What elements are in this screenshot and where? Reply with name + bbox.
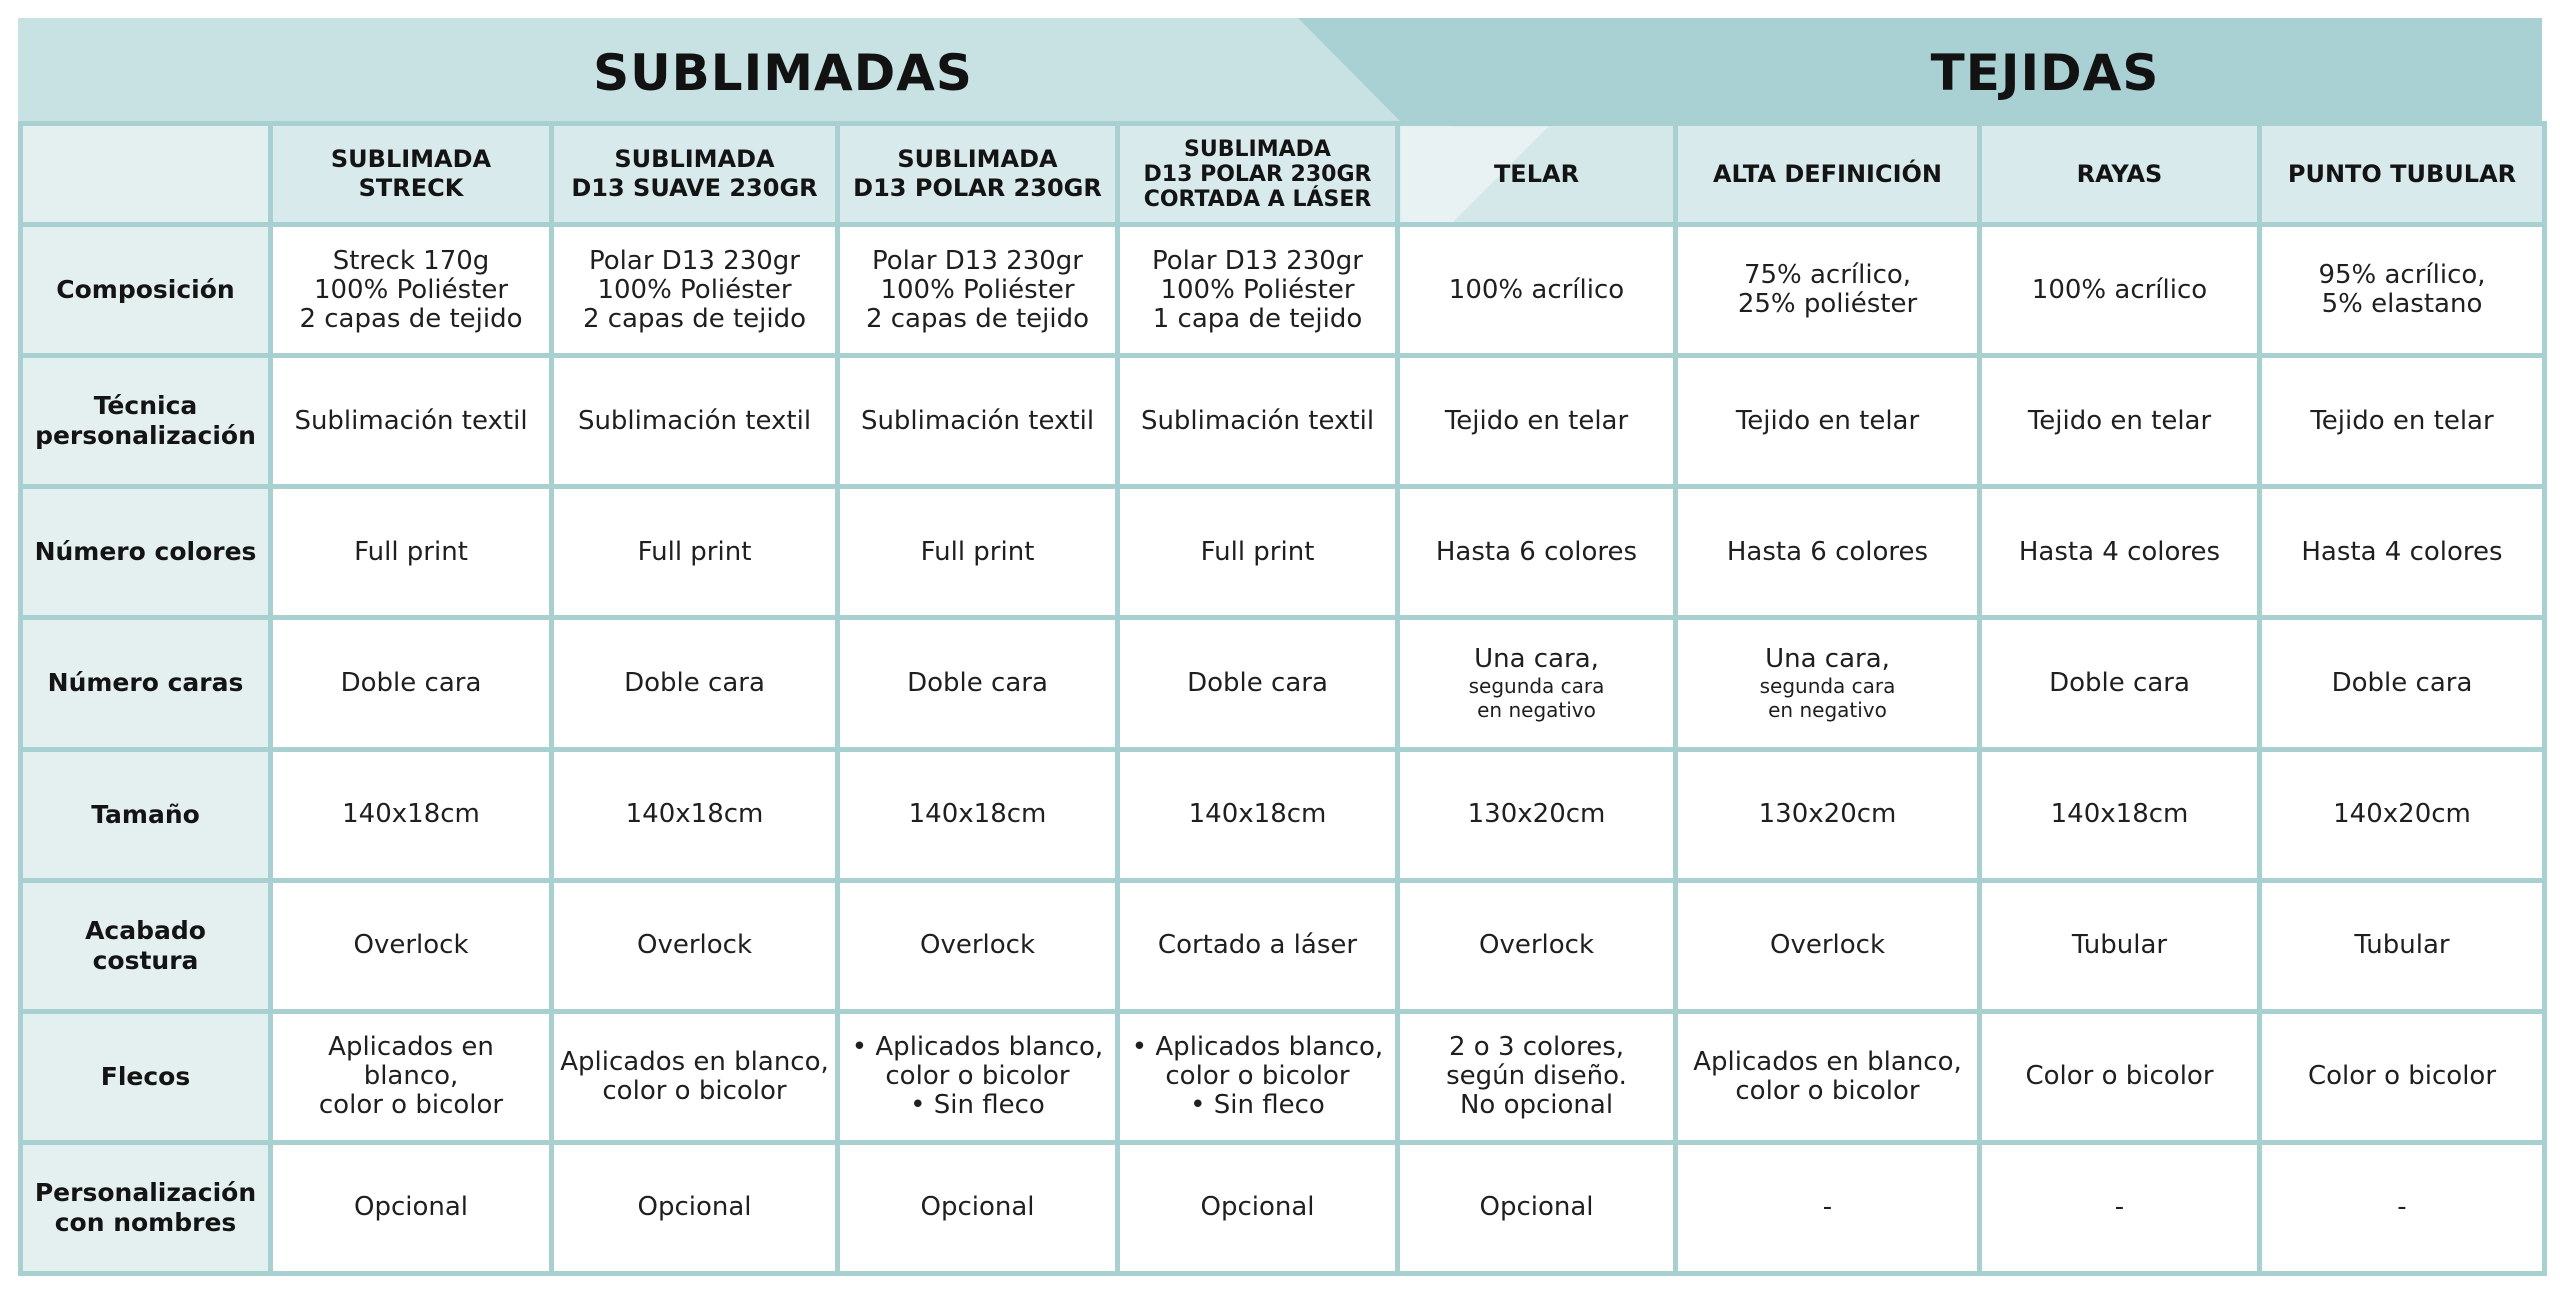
cell-text-line: 2 capas de tejido xyxy=(299,303,523,334)
table-cell xyxy=(552,1142,838,1273)
cell-text-line: Tejido en telar xyxy=(1735,405,1920,436)
table-cell xyxy=(2260,225,2545,356)
table-cell xyxy=(1980,356,2260,487)
table-cell xyxy=(2260,356,2545,487)
cell-text-line: Doble cara xyxy=(1187,667,1328,698)
cell-text-line: 100% Poliéster xyxy=(1160,274,1355,305)
table-cell xyxy=(271,1142,552,1273)
cell-text-line: 2 capas de tejido xyxy=(582,303,807,334)
cell-text-line: Full print xyxy=(920,536,1035,567)
cell-text-line: Cortado a láser xyxy=(1157,930,1358,961)
table-row xyxy=(21,356,2545,487)
cell-text-line: Doble cara xyxy=(2049,667,2190,698)
table-cell xyxy=(1118,356,1398,487)
cell-text-line: segunda cara xyxy=(1759,673,1896,698)
table-cell xyxy=(1676,487,1980,618)
cell-text-line: Full print xyxy=(637,536,752,567)
cell-text-line: PUNTO TUBULAR xyxy=(2287,159,2517,188)
cell-text-line: Hasta 6 colores xyxy=(1435,536,1638,567)
cell-text-line: • Aplicados blanco, xyxy=(851,1032,1104,1063)
row-label xyxy=(21,1011,271,1142)
table-cell xyxy=(1118,749,1398,880)
cell-text-line: Polar D13 230gr xyxy=(589,245,800,276)
group-banner xyxy=(18,18,2542,124)
table-cell xyxy=(1676,225,1980,356)
cell-text-line: Overlock xyxy=(353,930,469,961)
table-row xyxy=(21,225,2545,356)
cell-text-line: Composición xyxy=(56,275,235,305)
table-cell xyxy=(1118,487,1398,618)
table-cell xyxy=(1398,356,1676,487)
table-cell xyxy=(1398,749,1676,880)
cell-text-line: Overlock xyxy=(1478,930,1595,961)
cell-text-line: costura xyxy=(92,945,199,975)
table-cell xyxy=(2260,1142,2545,1273)
cell-text-line: Full print xyxy=(1200,536,1315,567)
tejidas-group-title: TEJIDAS xyxy=(1930,44,2160,102)
table-row xyxy=(21,1142,2545,1273)
table-cell xyxy=(1980,487,2260,618)
cell-text-line: color o bicolor xyxy=(602,1075,787,1106)
table-cell xyxy=(271,487,552,618)
cell-text-line: Overlock xyxy=(919,930,1036,961)
cell-text-line: Opcional xyxy=(1200,1192,1315,1223)
cell-text-line: ALTA DEFINICIÓN xyxy=(1712,159,1943,188)
cell-text-line: Hasta 4 colores xyxy=(2301,536,2503,567)
cell-text-line: Opcional xyxy=(353,1192,469,1223)
cell-text-line: con nombres xyxy=(54,1207,237,1237)
cell-text-line: Color o bicolor xyxy=(2025,1061,2214,1092)
cell-text-line: 130x20cm xyxy=(1758,799,1897,830)
table-cell xyxy=(838,356,1118,487)
cell-text-line: No opcional xyxy=(1459,1090,1614,1121)
cell-text-line: Una cara, xyxy=(1474,643,1599,674)
cell-text-line: Flecos xyxy=(100,1061,191,1091)
table-cell xyxy=(2260,1011,2545,1142)
cell-text-line: SUBLIMADA xyxy=(897,145,1058,173)
table-cell xyxy=(1676,618,1980,749)
table-cell xyxy=(2260,880,2545,1011)
cell-text-line: Sublimación textil xyxy=(1140,405,1375,436)
cell-text-line: STRECK xyxy=(358,174,464,202)
column-header-alta-definicion xyxy=(1676,124,1980,225)
table-cell xyxy=(552,1011,838,1142)
cell-text-line: RAYAS xyxy=(2076,159,2163,188)
cell-text-line: Overlock xyxy=(636,930,753,961)
cell-text-line: 100% Poliéster xyxy=(880,274,1075,305)
comparison-table xyxy=(18,121,2547,1276)
cell-text-line: Color o bicolor xyxy=(2307,1061,2497,1092)
table-cell xyxy=(1676,356,1980,487)
column-header-sublimada-d13-polar-laser xyxy=(1118,124,1398,225)
cell-text-line: segunda cara xyxy=(1468,673,1605,698)
table-cell xyxy=(838,618,1118,749)
cell-text-line: Tejido en telar xyxy=(2027,405,2212,436)
row-label xyxy=(21,1142,271,1273)
table-cell xyxy=(838,1011,1118,1142)
cell-text-line: 75% acrílico, xyxy=(1743,260,1912,291)
cell-text-line: 140x18cm xyxy=(625,799,764,830)
table-cell xyxy=(2260,618,2545,749)
cell-text-line: Número colores xyxy=(34,537,257,567)
cell-text-line: Doble cara xyxy=(2331,667,2473,698)
table-cell xyxy=(2260,487,2545,618)
header-row xyxy=(21,124,2545,225)
table-row xyxy=(21,487,2545,618)
table-cell xyxy=(1980,1142,2260,1273)
cell-text-line: Doble cara xyxy=(624,667,765,698)
cell-text-line: Opcional xyxy=(637,1192,752,1223)
table-cell xyxy=(1676,1142,1980,1273)
column-header-rayas xyxy=(1980,124,2260,225)
cell-text-line: Opcional xyxy=(920,1192,1035,1223)
cell-text-line: SUBLIMADA xyxy=(1184,136,1331,162)
cell-text-line: SUBLIMADA xyxy=(614,145,775,173)
table-cell xyxy=(1980,749,2260,880)
table-cell xyxy=(1980,880,2260,1011)
cell-text-line: Hasta 6 colores xyxy=(1726,536,1929,567)
table-cell xyxy=(838,880,1118,1011)
cell-text-line: 140x18cm xyxy=(342,799,480,830)
cell-text-line: 100% Poliéster xyxy=(313,274,509,305)
table-cell xyxy=(1398,487,1676,618)
cell-text-line: Aplicados en blanco, xyxy=(1693,1046,1962,1077)
table-cell xyxy=(838,225,1118,356)
table-cell xyxy=(552,880,838,1011)
table-cell xyxy=(1118,225,1398,356)
cell-text-line: 100% Poliéster xyxy=(597,274,792,305)
cell-text-line: • Sin fleco xyxy=(910,1090,1045,1121)
table-cell xyxy=(1398,880,1676,1011)
cell-text-line: 5% elastano xyxy=(2321,289,2483,320)
cell-text-line: D13 POLAR 230GR xyxy=(1143,161,1372,187)
cell-text-line: CORTADA A LÁSER xyxy=(1143,186,1372,212)
row-label xyxy=(21,356,271,487)
table-cell xyxy=(838,487,1118,618)
table-cell xyxy=(1676,1011,1980,1142)
table-cell xyxy=(552,749,838,880)
cell-text-line: personalización xyxy=(35,421,256,451)
table-cell xyxy=(1980,225,2260,356)
table-body xyxy=(21,225,2545,1274)
cell-text-line: Aplicados en blanco, xyxy=(560,1046,829,1077)
cell-text-line: color o bicolor xyxy=(885,1061,1070,1092)
cell-text-line: D13 SUAVE 230GR xyxy=(571,174,818,202)
table-cell xyxy=(271,880,552,1011)
cell-text-line: en negativo xyxy=(1768,697,1887,722)
cell-text-line: 25% poliéster xyxy=(1737,289,1918,320)
cell-text-line: Número caras xyxy=(47,668,244,698)
table-cell xyxy=(271,225,552,356)
table-row xyxy=(21,749,2545,880)
cell-text-line: 100% acrílico xyxy=(1448,274,1625,305)
table-cell xyxy=(838,1142,1118,1273)
cell-text-line: 2 capas de tejido xyxy=(865,303,1090,334)
cell-text-line: • Aplicados blanco, xyxy=(1131,1032,1384,1063)
row-label xyxy=(21,880,271,1011)
table-row xyxy=(21,1011,2545,1142)
table-cell xyxy=(1676,880,1980,1011)
table-cell xyxy=(1398,225,1676,356)
table-cell xyxy=(1118,618,1398,749)
cell-text-line: D13 POLAR 230GR xyxy=(853,174,1102,202)
cell-text-line: Técnica xyxy=(93,391,198,421)
table-cell xyxy=(1398,618,1676,749)
cell-text-line: Overlock xyxy=(1769,930,1886,961)
cell-text-line: Doble cara xyxy=(907,667,1048,698)
cell-text-line: Hasta 4 colores xyxy=(2018,536,2221,567)
column-header-sublimada-d13-polar xyxy=(838,124,1118,225)
table-cell xyxy=(1118,1142,1398,1273)
table-row xyxy=(21,880,2545,1011)
cell-text-line: Streck 170g xyxy=(332,245,490,276)
table-cell xyxy=(838,749,1118,880)
table-cell xyxy=(1118,880,1398,1011)
cell-text-line: según diseño. xyxy=(1446,1061,1627,1092)
cell-text-line: Aplicados en blanco, xyxy=(328,1032,494,1092)
cell-text-line: • Sin fleco xyxy=(1190,1090,1325,1121)
table-cell xyxy=(552,618,838,749)
cell-text-line: 100% acrílico xyxy=(2031,274,2208,305)
corner-cell xyxy=(21,124,271,225)
cell-text-line: 2 o 3 colores, xyxy=(1448,1032,1625,1063)
cell-text-line: Acabado xyxy=(85,915,206,945)
cell-text-line: 1 capa de tejido xyxy=(1152,303,1363,334)
row-label xyxy=(21,618,271,749)
cell-text-line: Full print xyxy=(354,536,468,567)
table-row xyxy=(21,618,2545,749)
row-label xyxy=(21,749,271,880)
table-cell xyxy=(1398,1142,1676,1273)
cell-text-line: Doble cara xyxy=(340,667,482,698)
cell-text-line: color o bicolor xyxy=(1735,1075,1920,1106)
cell-text-line: Tamaño xyxy=(91,799,200,829)
cell-text-line: 95% acrílico, xyxy=(2318,260,2486,291)
cell-text-line: 140x18cm xyxy=(908,799,1047,830)
table-cell xyxy=(271,356,552,487)
cell-text-line: color o bicolor xyxy=(318,1090,504,1121)
table-cell xyxy=(1398,1011,1676,1142)
table-cell xyxy=(271,1011,552,1142)
cell-text-line: Sublimación textil xyxy=(860,405,1095,436)
cell-text-line: Polar D13 230gr xyxy=(1152,245,1363,276)
cell-text-line: color o bicolor xyxy=(1165,1061,1350,1092)
sublimadas-group-title: SUBLIMADAS xyxy=(593,44,973,102)
table-cell xyxy=(2260,749,2545,880)
column-header-punto-tubular xyxy=(2260,124,2545,225)
cell-text-line: - xyxy=(1822,1192,1833,1223)
cell-text-line: Sublimación textil xyxy=(577,405,812,436)
cell-text-line: 140x18cm xyxy=(2050,799,2189,830)
column-header-sublimada-streck xyxy=(271,124,552,225)
cell-text-line: Tejido en telar xyxy=(1444,405,1629,436)
cell-text-line: 130x20cm xyxy=(1467,799,1606,830)
cell-text-line: Una cara, xyxy=(1765,643,1890,674)
cell-text-line: 140x18cm xyxy=(1188,799,1327,830)
cell-text-line: Sublimación textil xyxy=(294,405,528,436)
table-cell xyxy=(271,618,552,749)
table-cell xyxy=(552,225,838,356)
table-cell xyxy=(1118,1011,1398,1142)
table-cell xyxy=(271,749,552,880)
cell-text-line: TELAR xyxy=(1493,159,1580,188)
cell-text-line: Personalización xyxy=(34,1177,257,1207)
cell-text-line: Opcional xyxy=(1479,1192,1594,1223)
row-label xyxy=(21,487,271,618)
table-cell xyxy=(1676,749,1980,880)
cell-text-line: 140x20cm xyxy=(2333,799,2471,830)
cell-text-line: - xyxy=(2114,1192,2125,1223)
cell-text-line: Tubular xyxy=(2071,930,2168,961)
cell-text-line: Polar D13 230gr xyxy=(872,245,1083,276)
cell-text-line: SUBLIMADA xyxy=(330,145,492,173)
cell-text-line: - xyxy=(2397,1192,2407,1223)
table-cell xyxy=(1980,618,2260,749)
table-cell xyxy=(552,487,838,618)
cell-text-line: Tubular xyxy=(2354,930,2450,961)
column-header-telar xyxy=(1398,124,1676,225)
column-header-sublimada-d13-suave xyxy=(552,124,838,225)
table-cell xyxy=(1980,1011,2260,1142)
cell-text-line: Tejido en telar xyxy=(2310,405,2494,436)
row-label xyxy=(21,225,271,356)
table-cell xyxy=(552,356,838,487)
cell-text-line: en negativo xyxy=(1477,697,1596,722)
